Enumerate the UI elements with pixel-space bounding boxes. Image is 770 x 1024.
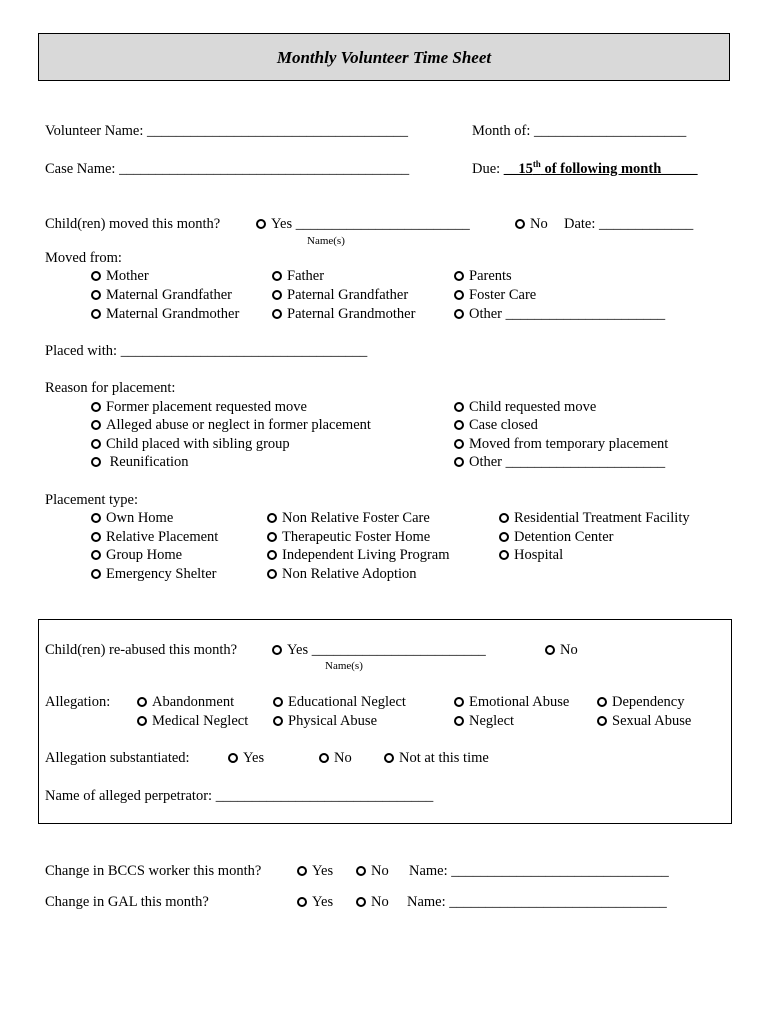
radio-circle-icon[interactable] — [499, 513, 509, 523]
radio-circle-icon[interactable] — [137, 716, 147, 726]
reason-other[interactable]: Other ______________________ — [454, 453, 665, 471]
radio-circle-icon[interactable] — [272, 645, 282, 655]
moved-date-field[interactable]: Date: _____________ — [564, 216, 694, 232]
bccs-yes-option[interactable]: Yes — [297, 862, 333, 880]
placement-type-label: Placement type: — [45, 492, 139, 508]
radio-circle-icon[interactable] — [91, 550, 101, 560]
substantiated-yes[interactable]: Yes — [228, 749, 264, 767]
title-box — [38, 33, 730, 81]
placement-independent-living[interactable]: Independent Living Program — [267, 546, 450, 564]
reason-reunification[interactable]: Reunification — [91, 453, 189, 471]
radio-circle-icon[interactable] — [91, 402, 101, 412]
radio-circle-icon[interactable] — [515, 219, 525, 229]
radio-circle-icon[interactable] — [597, 716, 607, 726]
radio-circle-icon[interactable] — [597, 697, 607, 707]
reason-label: Reason for placement: — [45, 380, 176, 396]
placed-with-field[interactable]: Placed with: __________________________________ — [45, 343, 368, 359]
radio-circle-icon[interactable] — [267, 532, 277, 542]
moved-from-parents[interactable]: Parents — [454, 267, 512, 285]
bccs-change-label: Change in BCCS worker this month? — [45, 863, 262, 879]
radio-circle-icon[interactable] — [91, 457, 101, 467]
perpetrator-field[interactable]: Name of alleged perpetrator: ______________________________ — [45, 788, 434, 804]
abuse-question: Child(ren) re-abused this month? — [45, 642, 238, 658]
substantiated-label: Allegation substantiated: — [45, 750, 190, 766]
month-of-field[interactable]: Month of: _____________________ — [472, 123, 687, 139]
reason-temporary-placement[interactable]: Moved from temporary placement — [454, 435, 668, 453]
bccs-name-field[interactable]: Name: ______________________________ — [409, 863, 669, 879]
radio-circle-icon[interactable] — [91, 309, 101, 319]
radio-circle-icon[interactable] — [454, 716, 464, 726]
moved-names-caption: Name(s) — [307, 235, 345, 247]
moved-from-maternal-grandfather[interactable]: Maternal Grandfather — [91, 286, 232, 304]
placement-non-relative-adoption[interactable]: Non Relative Adoption — [267, 565, 417, 583]
due-label: Due: — [472, 161, 501, 177]
moved-from-other[interactable]: Other ______________________ — [454, 305, 665, 323]
radio-circle-icon[interactable] — [267, 513, 277, 523]
radio-circle-icon[interactable] — [267, 550, 277, 560]
placement-non-relative-foster[interactable]: Non Relative Foster Care — [267, 509, 430, 527]
moved-from-mother[interactable]: Mother — [91, 267, 149, 285]
due-row — [472, 160, 698, 178]
reason-former-placement[interactable]: Former placement requested move — [91, 398, 307, 416]
radio-circle-icon[interactable] — [91, 569, 101, 579]
allegation-abandonment[interactable]: Abandonment — [137, 693, 234, 711]
radio-circle-icon[interactable] — [267, 569, 277, 579]
moved-question: Child(ren) moved this month? — [45, 216, 221, 232]
radio-circle-icon[interactable] — [356, 866, 366, 876]
bccs-no-option[interactable]: No — [356, 862, 389, 880]
radio-circle-icon[interactable] — [454, 402, 464, 412]
placement-detention-center[interactable]: Detention Center — [499, 528, 613, 546]
radio-circle-icon[interactable] — [454, 420, 464, 430]
radio-circle-icon[interactable] — [454, 290, 464, 300]
abuse-names-caption: Name(s) — [325, 660, 363, 672]
placement-relative[interactable]: Relative Placement — [91, 528, 218, 546]
allegation-emotional-abuse[interactable]: Emotional Abuse — [454, 693, 569, 711]
moved-from-label: Moved from: — [45, 250, 122, 266]
radio-circle-icon[interactable] — [256, 219, 266, 229]
radio-circle-icon[interactable] — [454, 439, 464, 449]
radio-circle-icon[interactable] — [272, 271, 282, 281]
radio-circle-icon[interactable] — [273, 697, 283, 707]
radio-circle-icon[interactable] — [297, 897, 307, 907]
reason-alleged-abuse[interactable]: Alleged abuse or neglect in former placement — [91, 416, 371, 434]
reason-child-requested[interactable]: Child requested move — [454, 398, 596, 416]
radio-circle-icon[interactable] — [499, 532, 509, 542]
moved-no-option[interactable]: No — [515, 215, 548, 233]
moved-from-paternal-grandfather[interactable]: Paternal Grandfather — [272, 286, 408, 304]
radio-circle-icon[interactable] — [272, 290, 282, 300]
reason-case-closed[interactable]: Case closed — [454, 416, 538, 434]
abuse-no-option[interactable]: No — [545, 641, 578, 659]
moved-from-maternal-grandmother[interactable]: Maternal Grandmother — [91, 305, 239, 323]
gal-yes-option[interactable]: Yes — [297, 893, 333, 911]
gal-change-label: Change in GAL this month? — [45, 894, 209, 910]
radio-circle-icon[interactable] — [499, 550, 509, 560]
abuse-yes-option[interactable]: Yes ________________________ — [272, 641, 486, 659]
case-name-field[interactable]: Case Name: ________________________________________ — [45, 161, 410, 177]
allegation-sexual-abuse[interactable]: Sexual Abuse — [597, 712, 691, 730]
substantiated-not-at-this-time[interactable]: Not at this time — [384, 749, 489, 767]
placement-residential-treatment[interactable]: Residential Treatment Facility — [499, 509, 690, 527]
radio-circle-icon[interactable] — [91, 290, 101, 300]
radio-circle-icon[interactable] — [319, 753, 329, 763]
placement-therapeutic-foster[interactable]: Therapeutic Foster Home — [267, 528, 430, 546]
radio-circle-icon[interactable] — [297, 866, 307, 876]
volunteer-name-field[interactable]: Volunteer Name: ____________________________________ — [45, 123, 409, 139]
radio-circle-icon[interactable] — [454, 309, 464, 319]
moved-yes-option[interactable]: Yes ________________________ — [256, 215, 470, 233]
radio-circle-icon[interactable] — [91, 513, 101, 523]
placement-hospital[interactable]: Hospital — [499, 546, 563, 564]
radio-circle-icon[interactable] — [91, 439, 101, 449]
moved-from-paternal-grandmother[interactable]: Paternal Grandmother — [272, 305, 415, 323]
allegation-medical-neglect[interactable]: Medical Neglect — [137, 712, 248, 730]
allegation-dependency[interactable]: Dependency — [597, 693, 684, 711]
due-value: __15th of following month_____ — [503, 159, 698, 177]
radio-circle-icon[interactable] — [228, 753, 238, 763]
radio-circle-icon[interactable] — [454, 457, 464, 467]
allegation-educational-neglect[interactable]: Educational Neglect — [273, 693, 406, 711]
allegation-neglect[interactable]: Neglect — [454, 712, 514, 730]
allegation-label: Allegation: — [45, 694, 111, 710]
radio-circle-icon[interactable] — [545, 645, 555, 655]
page-title: Monthly Volunteer Time Sheet — [276, 48, 492, 67]
radio-circle-icon[interactable] — [91, 420, 101, 430]
radio-circle-icon[interactable] — [91, 532, 101, 542]
moved-from-foster-care[interactable]: Foster Care — [454, 286, 536, 304]
radio-circle-icon[interactable] — [384, 753, 394, 763]
radio-circle-icon[interactable] — [356, 897, 366, 907]
gal-no-option[interactable]: No — [356, 893, 389, 911]
radio-circle-icon[interactable] — [454, 271, 464, 281]
radio-circle-icon[interactable] — [137, 697, 147, 707]
moved-from-father[interactable]: Father — [272, 267, 324, 285]
radio-circle-icon[interactable] — [272, 309, 282, 319]
radio-circle-icon[interactable] — [91, 271, 101, 281]
allegation-physical-abuse[interactable]: Physical Abuse — [273, 712, 377, 730]
placement-own-home[interactable]: Own Home — [91, 509, 173, 527]
placement-group-home[interactable]: Group Home — [91, 546, 182, 564]
gal-name-field[interactable]: Name: ______________________________ — [407, 894, 667, 910]
substantiated-no[interactable]: No — [319, 749, 352, 767]
radio-circle-icon[interactable] — [273, 716, 283, 726]
radio-circle-icon[interactable] — [454, 697, 464, 707]
placement-emergency-shelter[interactable]: Emergency Shelter — [91, 565, 216, 583]
reason-sibling-group[interactable]: Child placed with sibling group — [91, 435, 290, 453]
